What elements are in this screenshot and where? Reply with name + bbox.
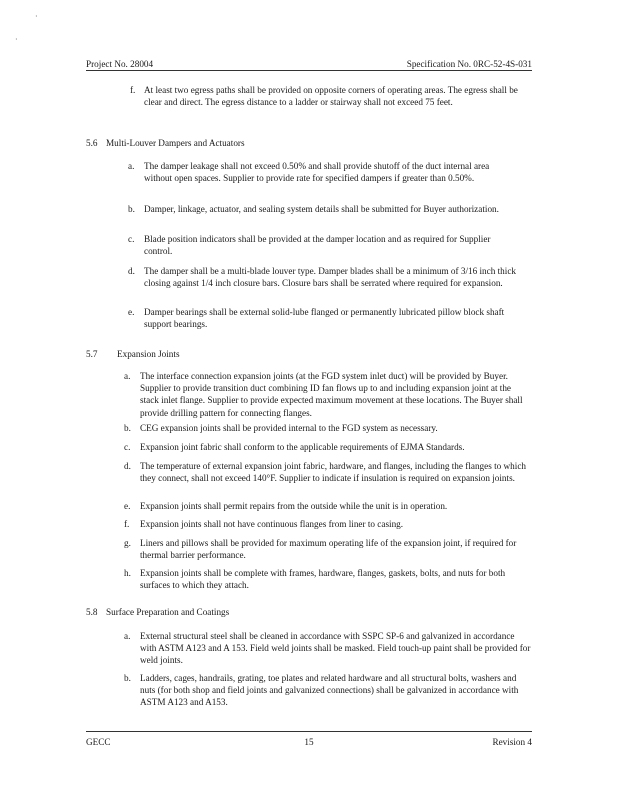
item-text: Damper bearings shall be external solid-lube flanged or permanently lubricated pillow block shaft support bearings.: [144, 307, 505, 330]
item-label: f.: [124, 519, 130, 529]
item-text: The interface connection expansion joints (at the FGD system inlet duct) will be provided by Buyer. Supplier to provide transition duct combining ID fan flows up to and including expansion joint at the stack inlet flange. Supplier to provide expected maximum movement at these locations. The Buyer shall provide drilling pattern for connecting flanges.: [140, 371, 523, 418]
item-text: External structural steel shall be cleaned in accordance with SSPC SP-6 and galvanized in accordance with ASTM A123 and A 153. Field weld joints shall be masked. Field touch-up paint shall be provided for weld joints.: [140, 631, 531, 666]
item-label: b.: [124, 423, 131, 433]
item-label: f.: [130, 85, 136, 95]
page-number: 15: [304, 737, 314, 747]
item-label: d.: [124, 461, 131, 471]
item-text: Expansion joints shall not have continuous flanges from liner to casing.: [140, 519, 404, 529]
item-label: a.: [124, 371, 131, 381]
section-title: Expansion Joints: [117, 349, 180, 359]
header-rule: [86, 70, 532, 71]
item-text: Liners and pillows shall be provided for maximum operating life of the expansion joint, if required for thermal barrier performance.: [140, 538, 517, 561]
footer-rule: [86, 731, 532, 732]
item-label: e.: [124, 501, 131, 511]
item-text: Blade position indicators shall be provided at the damper location and as required for Supplier control.: [144, 234, 491, 257]
item-label: e.: [128, 307, 135, 317]
page-header: [86, 58, 532, 70]
item-text: CEG expansion joints shall be provided internal to the FGD system as necessary.: [140, 423, 438, 433]
section-number: 5.7: [86, 349, 98, 359]
item-text: The temperature of external expansion joint fabric, hardware, and flanges, including the flanges to which they connect, shall not exceed 140°F. Supplier to indicate if insulation is required on expansion joints.: [140, 461, 526, 484]
section-number: 5.8: [86, 607, 98, 617]
section-title: Multi-Louver Dampers and Actuators: [106, 138, 245, 148]
item-label: b.: [128, 204, 135, 214]
item-text: Expansion joints shall be complete with frames, hardware, flanges, gaskets, bolts, and nuts for both surfaces to which they attach.: [140, 568, 506, 591]
item-label: g.: [124, 538, 131, 548]
item-label: a.: [124, 631, 131, 641]
scan-speck: ·: [15, 35, 18, 44]
revision-label: Revision 4: [492, 737, 532, 747]
item-label: a.: [128, 161, 135, 171]
item-text: Expansion joints shall permit repairs from the outside while the unit is in operation.: [140, 501, 448, 511]
item-label: b.: [124, 673, 131, 683]
section-number: 5.6: [86, 138, 98, 148]
item-text: The damper leakage shall not exceed 0.50% and shall provide shutoff of the duct internal area without open spaces. Supplier to provide rate for specified dampers if greater than 0.50%.: [144, 161, 490, 184]
page-footer: [86, 736, 532, 748]
project-number: Project No. 28004: [86, 59, 154, 69]
item-text: Expansion joint fabric shall conform to the applicable requirements of EJMA Standards.: [140, 442, 465, 452]
item-text: The damper shall be a multi-blade louver type. Damper blades shall be a minimum of 3/16 inch thick closing against 1/4 inch closure bars. Closure bars shall be serrated where required for expansion.: [144, 266, 516, 289]
section-title: Surface Preparation and Coatings: [106, 607, 230, 617]
specification-number: Specification No. 0RC-52-4S-031: [406, 59, 532, 69]
item-label: d.: [128, 266, 135, 276]
item-text: At least two egress paths shall be provided on opposite corners of operating areas. The egress shall be clear and direct. The egress distance to a ladder or stairway shall not exceed 75 feet.: [144, 85, 518, 108]
footer-company: GECC: [86, 737, 111, 747]
item-text: Damper, linkage, actuator, and sealing system details shall be submitted for Buyer authorization.: [144, 204, 499, 214]
item-text: Ladders, cages, handrails, grating, toe plates and related hardware and all structural bolts, washers and nuts (for both shop and field joints and galvanized connections) shall be galvanized in accordance with ASTM A123 and A153.: [140, 673, 519, 708]
item-label: c.: [128, 234, 135, 244]
scan-speck: ·: [35, 12, 38, 21]
item-label: h.: [124, 568, 131, 578]
item-label: c.: [124, 442, 131, 452]
